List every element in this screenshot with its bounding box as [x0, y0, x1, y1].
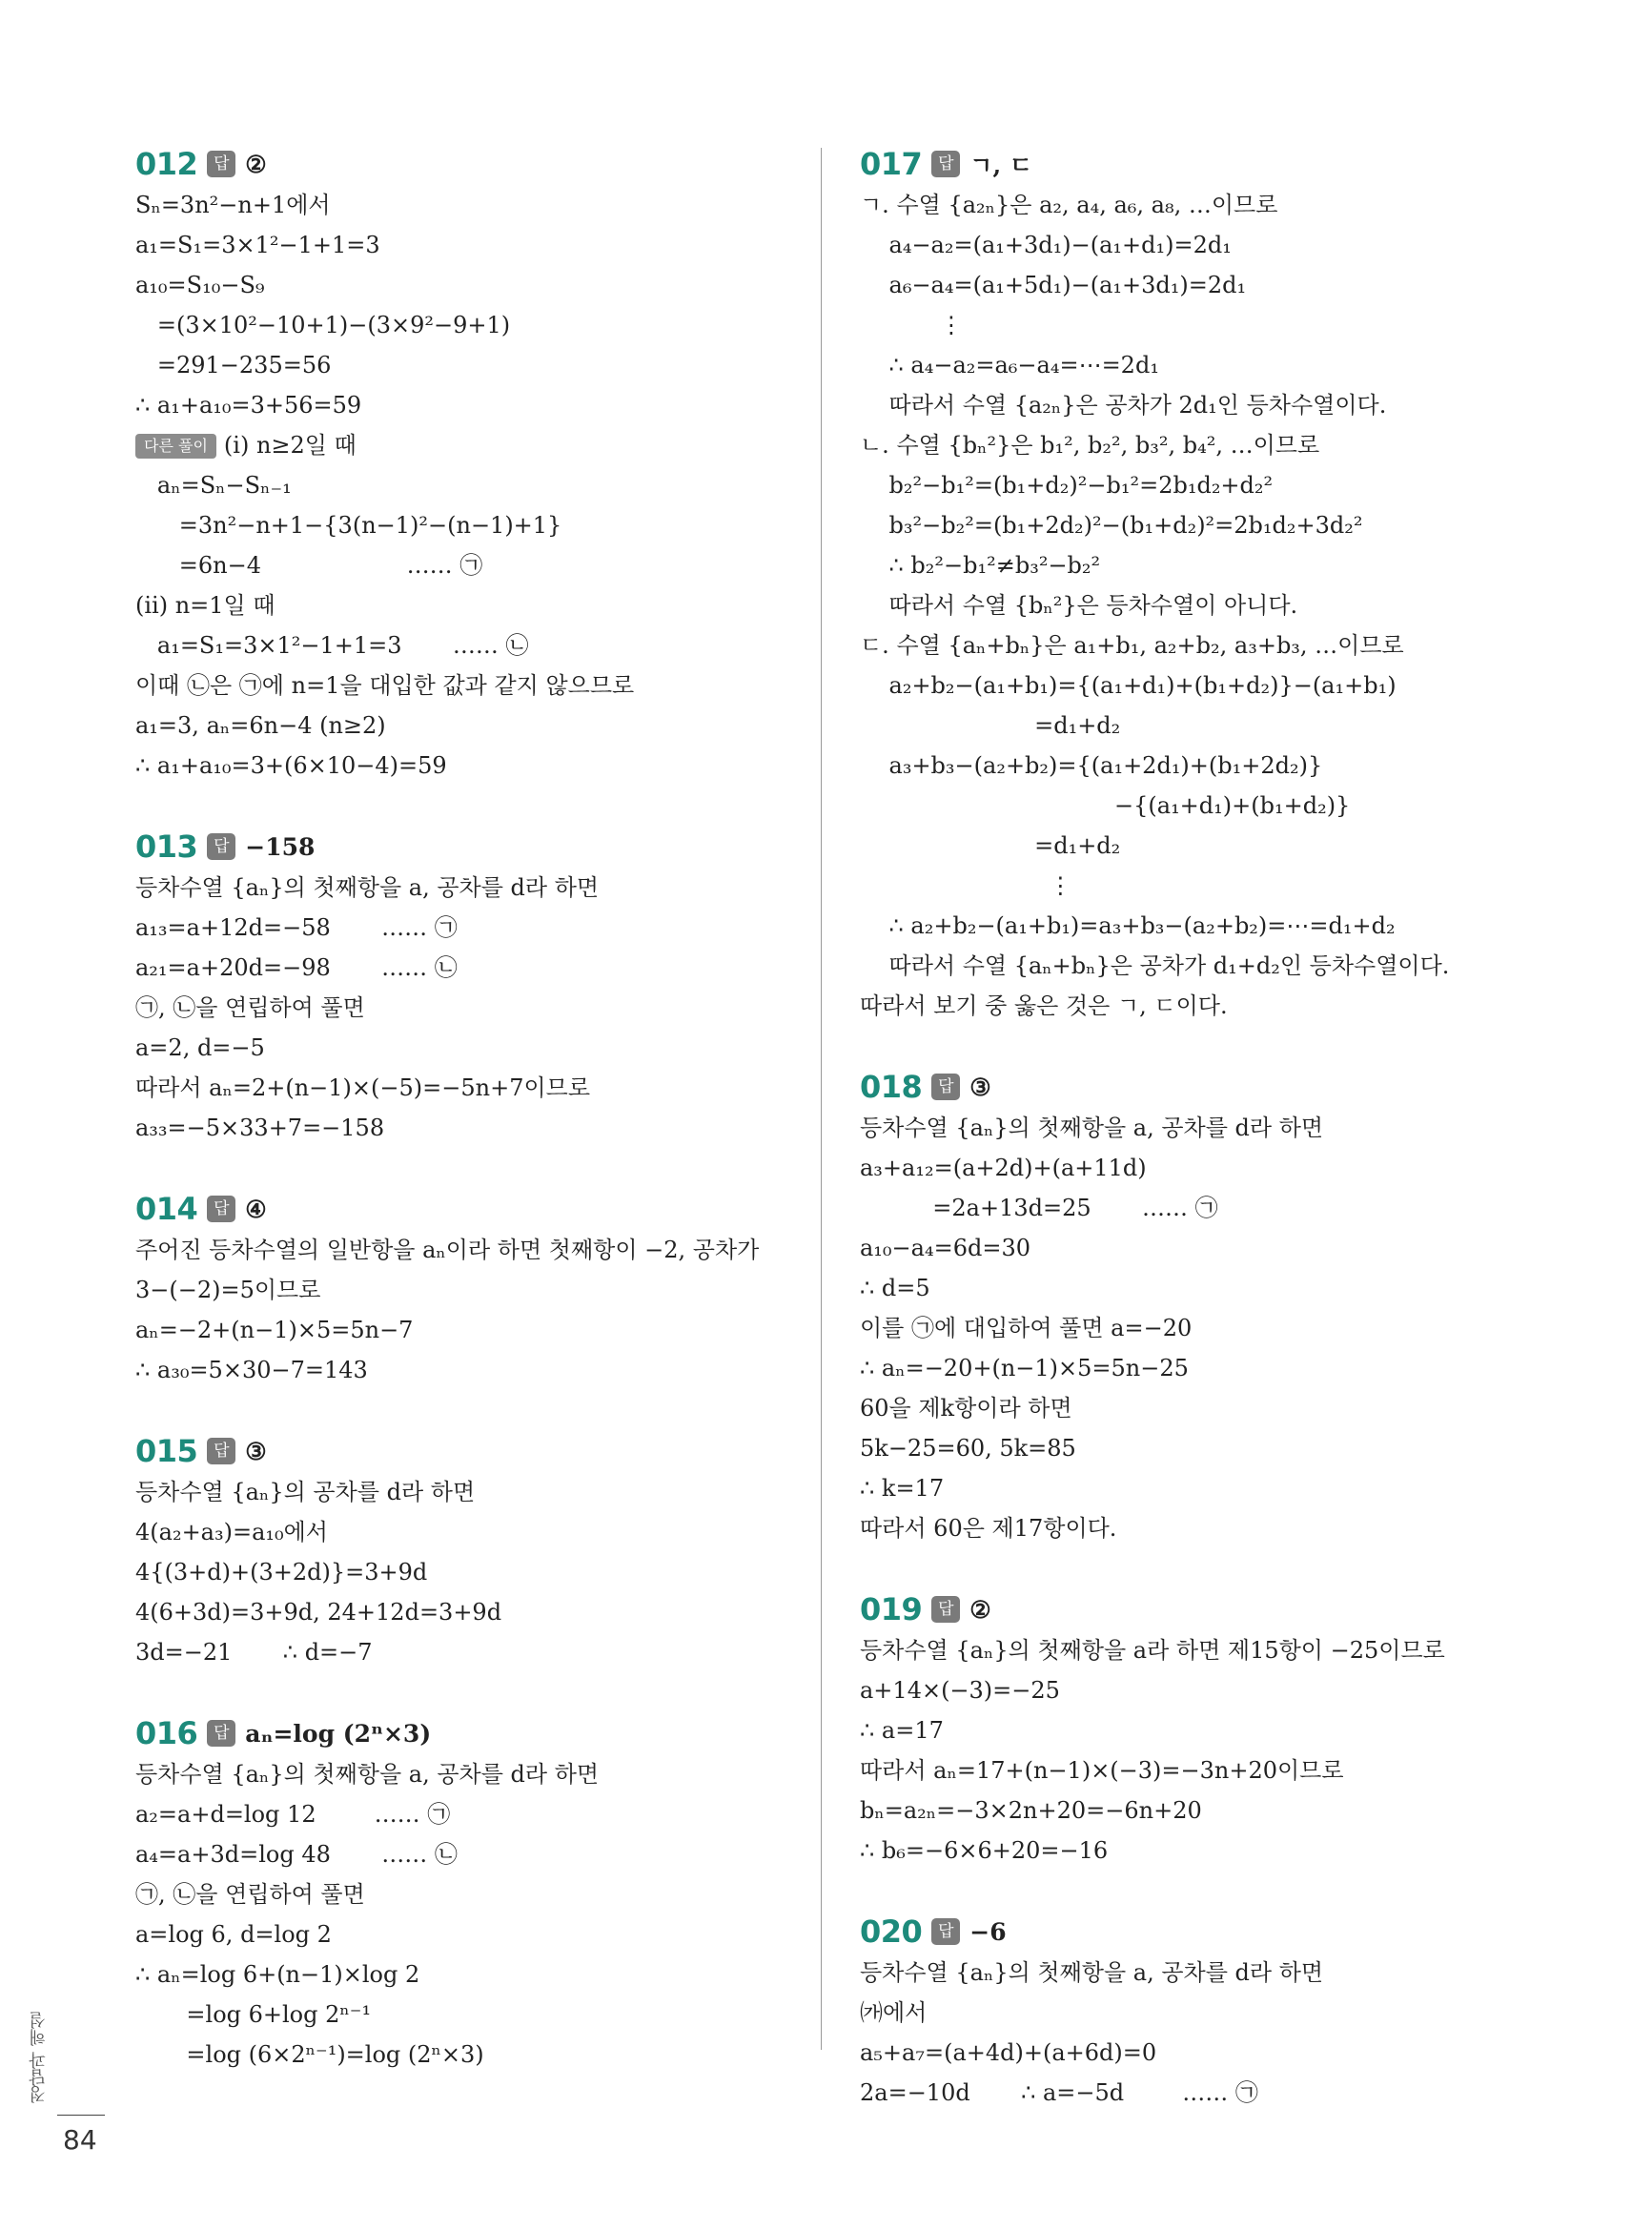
solution-line: a₅+a₇=(a+4d)+(a+6d)=0 — [860, 2039, 1157, 2066]
problem-number: 015 — [135, 1433, 198, 1469]
answer-value: ② — [969, 1595, 991, 1624]
problem-015 — [135, 1430, 793, 1672]
solution-line: ㄷ. 수열 {aₙ+bₙ}은 a₁+b₁, a₂+b₂, a₃+b₃, …이므로 — [860, 632, 1404, 659]
solution-line: 4(a₂+a₃)=a₁₀에서 — [135, 1519, 328, 1545]
solution-line: 따라서 수열 {aₙ+bₙ}은 공차가 d₁+d₂인 등차수열이다. — [860, 952, 1450, 979]
problem-header — [860, 1911, 1546, 1953]
problem-number: 018 — [860, 1069, 923, 1105]
left-column — [135, 143, 793, 2115]
problem-header — [135, 1712, 793, 1754]
solution-line: ∴ d=5 — [860, 1275, 930, 1301]
answer-value: −158 — [245, 832, 316, 861]
solution-line: a₃₃=−5×33+7=−158 — [135, 1115, 385, 1141]
solution-line: aₙ=Sₙ−Sₙ₋₁ — [135, 472, 292, 499]
solution-line: a₃+b₃−(a₂+b₂)={(a₁+2d₁)+(b₁+2d₂)} — [860, 752, 1323, 779]
solution-line: =log 6+log 2ⁿ⁻¹ — [135, 2001, 372, 2028]
solution-line: a₁=S₁=3×1²−1+1=3 …… ㉡ — [135, 632, 529, 659]
answer-value: −6 — [969, 1917, 1007, 1946]
answer-badge: 답 — [207, 833, 235, 860]
solution-line: a₄=a+3d=log 48 …… ㉡ — [135, 1841, 458, 1868]
problem-header — [860, 1066, 1546, 1108]
solution-line: 따라서 수열 {bₙ²}은 등차수열이 아니다. — [860, 592, 1298, 619]
solution-line: a₂+b₂−(a₁+b₁)={(a₁+d₁)+(b₁+d₂)}−(a₁+b₁) — [860, 672, 1397, 699]
solution-line: ∴ b₂²−b₁²≠b₃²−b₂² — [860, 552, 1101, 579]
solution-line: =(3×10²−10+1)−(3×9²−9+1) — [135, 312, 511, 338]
problem-number: 017 — [860, 146, 923, 182]
solution-line: ㉠, ㉡을 연립하여 풀면 — [135, 1881, 365, 1908]
solution-line: 등차수열 {aₙ}의 공차를 d라 하면 — [135, 1479, 476, 1505]
solution-line: ∴ a₁+a₁₀=3+56=59 — [135, 392, 362, 419]
problem-020 — [860, 1911, 1546, 2113]
solution-line: ∴ aₙ=−20+(n−1)×5=5n−25 — [860, 1355, 1189, 1381]
solution-line: a₁=S₁=3×1²−1+1=3 — [135, 232, 380, 258]
solution-line: ∴ b₆=−6×6+20=−16 — [860, 1837, 1109, 1864]
solution-line: 등차수열 {aₙ}의 첫째항을 a, 공차를 d라 하면 — [860, 1959, 1324, 1986]
column-divider — [821, 148, 822, 2050]
solution-line: aₙ=−2+(n−1)×5=5n−7 — [135, 1317, 414, 1343]
answer-value: aₙ=log (2ⁿ×3) — [245, 1719, 432, 1748]
solution-line: 따라서 60은 제17항이다. — [860, 1515, 1117, 1542]
solution-line: ㄴ. 수열 {bₙ²}은 b₁², b₂², b₃², b₄², …이므로 — [860, 432, 1320, 459]
solution-line: 5k−25=60, 5k=85 — [860, 1435, 1076, 1462]
solution-line: 이때 ㉡은 ㉠에 n=1을 대입한 값과 같지 않으므로 — [135, 672, 635, 699]
solution-line: 따라서 aₙ=17+(n−1)×(−3)=−3n+20이므로 — [860, 1757, 1344, 1784]
solution-line: 3d=−21 ∴ d=−7 — [135, 1639, 373, 1666]
solution-line: b₃²−b₂²=(b₁+2d₂)²−(b₁+d₂)²=2b₁d₂+3d₂² — [860, 512, 1363, 539]
answer-badge: 답 — [931, 1918, 960, 1945]
solution-line: Sₙ=3n²−n+1에서 — [135, 192, 331, 218]
solution-line: ∴ a=17 — [860, 1717, 944, 1744]
solution-line: a₂₁=a+20d=−98 …… ㉡ — [135, 954, 458, 981]
problem-header — [135, 1430, 793, 1472]
answer-badge: 답 — [207, 1196, 235, 1222]
solution-line: ∴ k=17 — [860, 1475, 945, 1502]
solution-line: a₆−a₄=(a₁+5d₁)−(a₁+3d₁)=2d₁ — [860, 272, 1247, 298]
solution-line: 4{(3+d)+(3+2d)}=3+9d — [135, 1559, 428, 1586]
solution-line: a₁=3, aₙ=6n−4 (n≥2) — [135, 712, 386, 739]
solution-line — [135, 425, 793, 465]
problem-header — [135, 826, 793, 868]
solution-line: =d₁+d₂ — [860, 832, 1121, 859]
problem-019 — [860, 1588, 1546, 1871]
solution-line: =3n²−n+1−{3(n−1)²−(n−1)+1} — [135, 512, 562, 539]
problem-header — [860, 1588, 1546, 1630]
solution-line: −{(a₁+d₁)+(b₁+d₂)} — [860, 792, 1351, 819]
solution-line: ㉠, ㉡을 연립하여 풀면 — [135, 994, 365, 1021]
problem-number: 012 — [135, 146, 198, 182]
solution-text: (ⅰ) n≥2일 때 — [223, 432, 357, 459]
solution-line: 60을 제k항이라 하면 — [860, 1395, 1072, 1422]
solution-line: a₃+a₁₂=(a+2d)+(a+11d) — [860, 1155, 1147, 1181]
solution-line: ∴ a₁+a₁₀=3+(6×10−4)=59 — [135, 752, 447, 779]
solution-line: 주어진 등차수열의 일반항을 aₙ이라 하면 첫째항이 −2, 공차가 — [135, 1237, 760, 1263]
answer-value: ④ — [245, 1195, 267, 1223]
solution-line: =log (6×2ⁿ⁻¹)=log (2ⁿ×3) — [135, 2041, 484, 2068]
solution-line: bₙ=a₂ₙ=−3×2n+20=−6n+20 — [860, 1797, 1202, 1824]
solution-line: ㄱ. 수열 {a₂ₙ}은 a₂, a₄, a₆, a₈, …이므로 — [860, 192, 1278, 218]
answer-badge: 답 — [207, 1720, 235, 1747]
problem-016 — [135, 1712, 793, 2075]
page-number: 84 — [63, 2124, 97, 2156]
problem-018 — [860, 1066, 1546, 1548]
problem-number: 013 — [135, 829, 198, 865]
solution-line: 등차수열 {aₙ}의 첫째항을 a, 공차를 d라 하면 — [860, 1115, 1324, 1141]
problem-013 — [135, 826, 793, 1148]
answer-badge: 답 — [207, 1438, 235, 1464]
alt-solution-tag: 다른 풀이 — [135, 434, 216, 459]
solution-line: 등차수열 {aₙ}의 첫째항을 a, 공차를 d라 하면 — [135, 1761, 600, 1788]
solution-line: ∴ a₂+b₂−(a₁+b₁)=a₃+b₃−(a₂+b₂)=⋯=d₁+d₂ — [860, 912, 1396, 939]
problem-012 — [135, 143, 793, 786]
problem-number: 014 — [135, 1191, 198, 1227]
solution-line: a₁₀=S₁₀−S₉ — [135, 272, 265, 298]
answer-badge: 답 — [931, 1074, 960, 1100]
solution-line: a₁₃=a+12d=−58 …… ㉠ — [135, 914, 458, 941]
solution-line: a=log 6, d=log 2 — [135, 1921, 332, 1948]
solution-line: ∴ aₙ=log 6+(n−1)×log 2 — [135, 1961, 420, 1988]
problem-014 — [135, 1188, 793, 1390]
solution-line: =d₁+d₂ — [860, 712, 1121, 739]
solution-line: a₄−a₂=(a₁+3d₁)−(a₁+d₁)=2d₁ — [860, 232, 1232, 258]
problem-number: 020 — [860, 1913, 923, 1950]
solution-line: ㈎에서 — [860, 1999, 928, 2026]
solution-line: =6n−4 …… ㉠ — [135, 552, 483, 579]
right-column — [860, 143, 1546, 2153]
section-label: 정답과 해설 — [29, 2012, 49, 2103]
answer-badge: 답 — [207, 151, 235, 177]
solution-line: 3−(−2)=5이므로 — [135, 1277, 321, 1303]
solution-line: 따라서 aₙ=2+(n−1)×(−5)=−5n+7이므로 — [135, 1074, 591, 1101]
footer-rule — [57, 2115, 105, 2116]
solution-line: 등차수열 {aₙ}의 첫째항을 a, 공차를 d라 하면 — [135, 874, 600, 901]
solution-line: =291−235=56 — [135, 352, 332, 378]
solution-line: 따라서 보기 중 옳은 것은 ㄱ, ㄷ이다. — [860, 992, 1228, 1019]
solution-line: 따라서 수열 {a₂ₙ}은 공차가 2d₁인 등차수열이다. — [860, 392, 1387, 419]
solution-line: (ⅱ) n=1일 때 — [135, 592, 275, 619]
solution-line: =2a+13d=25 …… ㉠ — [860, 1195, 1218, 1221]
problem-header — [135, 143, 793, 185]
solution-line: a=2, d=−5 — [135, 1034, 265, 1061]
answer-value: ③ — [969, 1073, 991, 1101]
answer-badge: 답 — [931, 1596, 960, 1623]
solution-line: ⋮ — [860, 872, 1072, 899]
solution-line: ⋮ — [860, 312, 963, 338]
answer-value: ③ — [245, 1437, 267, 1465]
solution-line: 2a=−10d ∴ a=−5d …… ㉠ — [860, 2079, 1258, 2106]
problem-header — [860, 143, 1546, 185]
solution-line: ∴ a₄−a₂=a₆−a₄=⋯=2d₁ — [860, 352, 1159, 378]
solution-line: ∴ a₃₀=5×30−7=143 — [135, 1357, 368, 1383]
answer-value: ㄱ, ㄷ — [969, 152, 1033, 179]
solution-line: a+14×(−3)=−25 — [860, 1677, 1060, 1704]
problem-header — [135, 1188, 793, 1230]
solution-line: a₁₀−a₄=6d=30 — [860, 1235, 1030, 1261]
answer-badge: 답 — [931, 151, 960, 177]
answer-value: ② — [245, 150, 267, 178]
solution-line: 이를 ㉠에 대입하여 풀면 a=−20 — [860, 1315, 1193, 1341]
solution-line: 등차수열 {aₙ}의 첫째항을 a라 하면 제15항이 −25이므로 — [860, 1637, 1445, 1664]
problem-number: 016 — [135, 1715, 198, 1751]
solution-line: a₂=a+d=log 12 …… ㉠ — [135, 1801, 451, 1828]
problem-017 — [860, 143, 1546, 1026]
solution-line: b₂²−b₁²=(b₁+d₂)²−b₁²=2b₁d₂+d₂² — [860, 472, 1274, 499]
solution-line: 4(6+3d)=3+9d, 24+12d=3+9d — [135, 1599, 502, 1626]
problem-number: 019 — [860, 1591, 923, 1627]
